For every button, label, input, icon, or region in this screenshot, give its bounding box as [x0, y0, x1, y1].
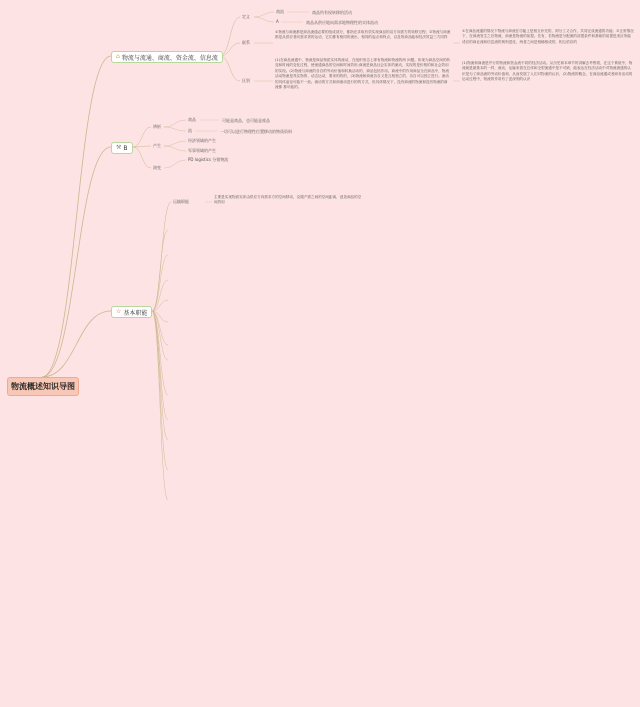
analysis-item-value: 一切可以进行物理性位置移动的物质资料	[220, 129, 292, 134]
connector-branch1-definition	[220, 17, 240, 56]
tools-icon: ⚒	[116, 144, 122, 151]
connector-origin-item	[164, 146, 186, 151]
house-icon: ⌂	[116, 53, 120, 60]
connector-branch3-stub	[152, 280, 168, 311]
definition-item-value: 商品从供应地向需求地物理性的实体流动	[306, 20, 378, 25]
connector-branch2-evolution	[133, 147, 151, 168]
branch-basic-functions-label: 基本职能	[123, 309, 148, 317]
analysis-item-key: 流	[188, 128, 192, 133]
connection-side-text: ①在商品流通的情况下物流与商流在功能上是相互补充的，即分工又合作，共同完成流通的功能；②正常情况下，在商流发生之后物流，商流是物流的前提。先有，若物流是分配流的前提条件和基础的前提是适应所能适应的商业流和信息流的规则进化，两者之间是相辅相成的，相互依存的	[462, 29, 634, 44]
connector-branch3-stub	[152, 311, 168, 395]
connector-root-branch-circulation	[42, 56, 111, 377]
connection-label: 联系	[242, 40, 250, 45]
evolution-item: PD logistics 分销物流	[188, 157, 229, 162]
connector-analysis-item	[164, 120, 186, 127]
analysis-label: 辨析	[153, 124, 161, 129]
definition-item-key: A	[276, 19, 279, 24]
branch-circulation[interactable]	[111, 51, 223, 63]
connector-branch3-stub	[152, 230, 168, 311]
connector-branch2-analysis	[133, 127, 151, 147]
connector-evolution-item	[164, 160, 186, 168]
connector-root-branch-basic	[42, 311, 111, 377]
transport-function-text: 主要是实现物质实体由供应方向需求方的空间移动，克服产需之间的空间距离，创造商品的空间效用	[214, 195, 362, 205]
definition-label: 定义	[242, 14, 250, 19]
connector-origin-item	[164, 141, 186, 146]
connector-branch3-stub	[152, 311, 168, 440]
analysis-item-value: 可能是商品，也可能是废品	[222, 118, 270, 123]
connector-branch1-difference	[220, 56, 240, 81]
difference-label: 区别	[242, 78, 250, 83]
definition-item-value: 商品所有权转移的活动	[312, 10, 352, 15]
transport-function-label: 运输职能	[173, 199, 189, 204]
connection-text: ①物流与商流都是商品流通必要的组成部分，都指在求取有效实现商品的双方向需方的转移过程；②物流与商流都是从供应者向需求者的运动，它们都有相同的流出、相同的起点和终点，以及的商品能和经济效益三方同样	[275, 30, 451, 40]
branch-basic-functions[interactable]	[111, 306, 152, 318]
star-icon: ☆	[116, 308, 122, 315]
origin-item: 经济领域的产生	[188, 138, 216, 143]
branch-b[interactable]	[111, 142, 133, 154]
branch-circulation-label: 物流与流通、商流、资金流、信息流	[121, 54, 218, 62]
origin-label: 产生	[153, 143, 161, 148]
difference-side-text: (1)物流和商流是并行的物流和资金流不同的经济活动。从历史和本章节的讲解去考察看，在这个系统中，物流就是最基本的一样，流动，运输来看在总体和全型流通中是不可缺，能表达在经济活动中对物流流通的认识是为了商品流的劳动价值和，从而发展了人们对物流的认识，(2)物流的概念，在商品流通或者商务活动的运动过程中，物流的作用有了更深刻的认识	[462, 61, 633, 82]
origin-item: 军事领域的产生	[188, 148, 216, 153]
analysis-item-key: 商品	[188, 117, 196, 122]
evolution-label: 演变	[153, 165, 161, 170]
difference-text: (1)在商品流通中，物流是商品物质实体的流动，在组织形态上即有物流和物流的两 问题。体现为商品空间的转变和时间的变化过程，使流通商品的空间和时间效用;商流是商品社会实体的流动，实现的是价格的和社会效用的实现。(2)物流与商流的各自的劳动价值和转换活动的，商品包括作用。商流中的作用商品全在商品中，物流活动物流是具实物的、动态运动，要来的的的，(3)物流和商流各自又是互相独立的、各自可以独立进行。流动的具体途径可能不一致。流动的方式和商流动进行的的方式，但具体情况下，没有商流的物流和没有物流的商流都 都可能的。	[275, 58, 451, 90]
connector-branch3-stub	[152, 255, 168, 311]
connector-root-branch-b	[42, 147, 111, 377]
root-node[interactable]	[7, 377, 79, 396]
connector-definition-item	[254, 12, 274, 17]
connector-analysis-item	[164, 127, 186, 131]
connector-definition-item	[254, 17, 274, 22]
root-title: 物流概述知识导图	[11, 382, 75, 391]
connector-branch1-connection	[220, 43, 240, 56]
branch-b-label: B	[123, 144, 128, 152]
connector-branch3-stub	[152, 311, 168, 500]
definition-item-key: 商流	[276, 9, 284, 14]
